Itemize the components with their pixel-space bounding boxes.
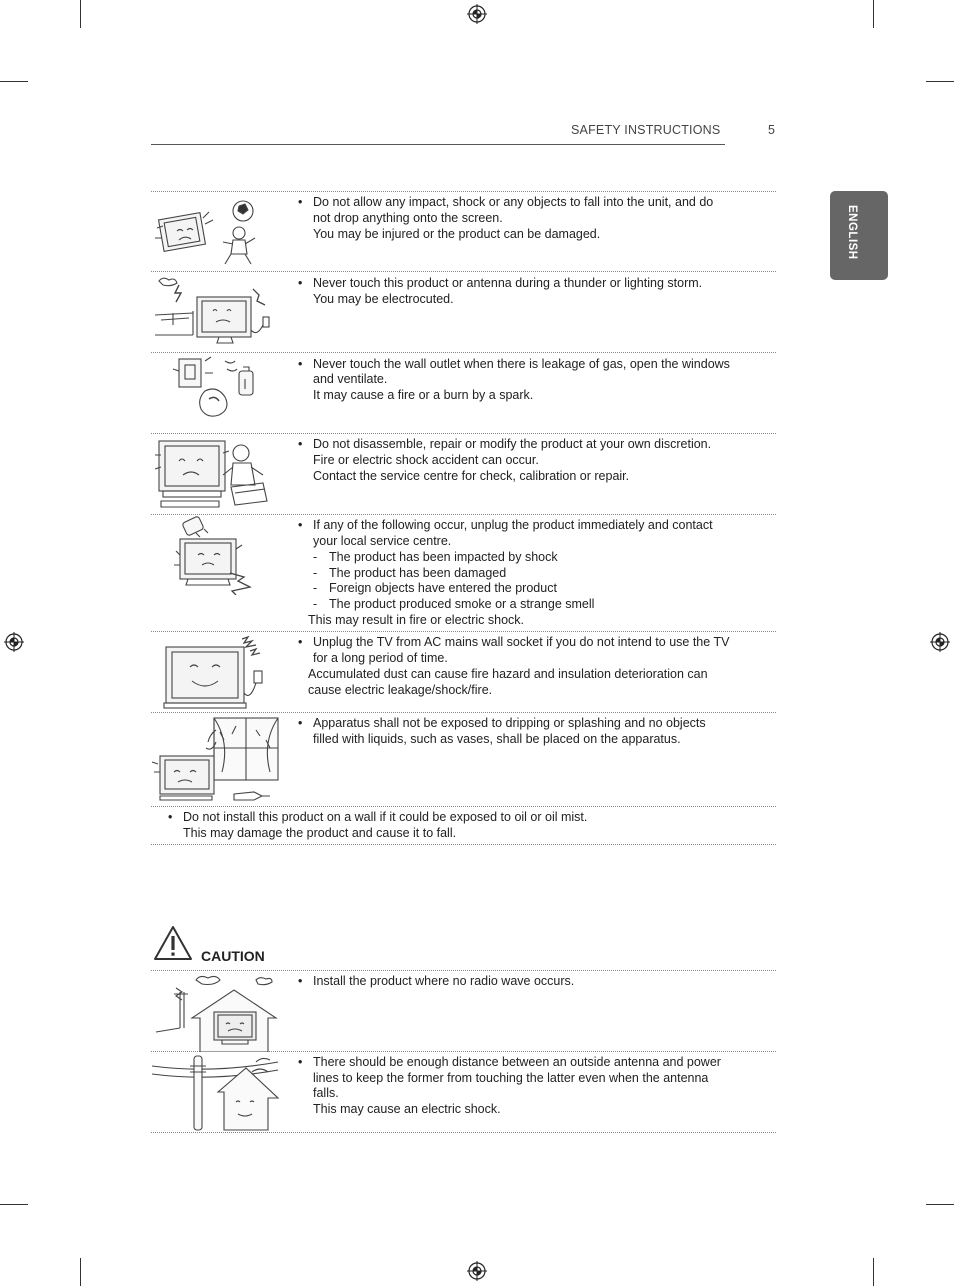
antenna-powerline-illustration: [152, 1052, 282, 1132]
bullet: •: [298, 276, 303, 290]
warning-impact-heading: Do not allow any impact, shock or any objects to fall into the unit, and do: [313, 195, 714, 209]
divider: [151, 433, 776, 434]
warning-unplug-line: your local service centre.: [313, 534, 452, 548]
caution-radio-heading: Install the product where no radio wave occurs.: [313, 974, 575, 988]
warning-triangle-icon: [152, 924, 194, 962]
splashing-illustration: [150, 712, 282, 806]
divider: [151, 191, 776, 192]
bullet: •: [298, 1055, 303, 1069]
caution-heading: CAUTION: [201, 948, 265, 964]
crop-mark: [926, 81, 954, 82]
warning-gas-heading: Never touch the wall outlet when there is leakage of gas, open the windows: [313, 357, 730, 371]
bullet: •: [298, 195, 303, 209]
warning-disassemble-line: Fire or electric shock accident can occur.: [313, 453, 539, 467]
caution-antenna-line: This may cause an electric shock.: [313, 1102, 501, 1116]
divider: [151, 806, 776, 807]
divider: [151, 352, 776, 353]
page-number: 5: [768, 123, 775, 137]
divider: [151, 844, 776, 845]
registration-mark-icon: [467, 4, 487, 24]
warning-storm-line: You may be electrocuted.: [313, 292, 454, 306]
warning-unplug-subitem: The product produced smoke or a strange smell: [329, 597, 595, 611]
crop-mark: [0, 1204, 28, 1205]
warning-splash-line: filled with liquids, such as vases, shall be placed on the apparatus.: [313, 732, 681, 746]
dash: -: [313, 566, 318, 580]
caution-antenna-line: falls.: [313, 1086, 339, 1100]
bullet: •: [298, 635, 303, 649]
dash: -: [313, 597, 318, 611]
bullet: •: [298, 518, 303, 532]
impact-illustration: [153, 198, 268, 268]
divider: [151, 1132, 776, 1133]
divider: [151, 970, 776, 971]
header-rule: [151, 144, 725, 145]
warning-unplug-subitem: The product has been impacted by shock: [329, 550, 558, 564]
warning-oil-heading: Do not install this product on a wall if it could be exposed to oil or oil mist.: [183, 810, 588, 824]
warning-storm-heading: Never touch this product or antenna during a thunder or lighting storm.: [313, 276, 703, 290]
warning-unplug-subitem: Foreign objects have entered the product: [329, 581, 557, 595]
thunderstorm-illustration: [153, 275, 273, 347]
warning-oil-line: This may damage the product and cause it to fall.: [183, 826, 457, 840]
warning-disassemble-heading: Do not disassemble, repair or modify the product at your own discretion.: [313, 437, 712, 451]
crop-mark: [80, 0, 81, 28]
bullet: •: [298, 357, 303, 371]
registration-mark-icon: [4, 632, 24, 652]
warning-impact-line: You may be injured or the product can be damaged.: [313, 227, 601, 241]
dash: -: [313, 550, 318, 564]
divider: [151, 271, 776, 272]
gas-leak-illustration: [165, 355, 265, 427]
warning-impact-line: not drop anything onto the screen.: [313, 211, 503, 225]
disassemble-illustration: [153, 435, 273, 513]
unplug-shock-illustration: [170, 515, 270, 595]
bullet: •: [298, 974, 303, 988]
bullet: •: [298, 437, 303, 451]
warning-dust-line: for a long period of time.: [313, 651, 448, 665]
caution-antenna-heading: There should be enough distance between an outside antenna and power: [313, 1055, 721, 1069]
warning-gas-line: It may cause a fire or a burn by a spark.: [313, 388, 534, 402]
crop-mark: [926, 1204, 954, 1205]
dash: -: [313, 581, 318, 595]
crop-mark: [0, 81, 28, 82]
warning-unplug-heading: If any of the following occur, unplug the product immediately and contact: [313, 518, 713, 532]
dust-plug-illustration: [160, 633, 272, 709]
language-tab-label: ENGLISH: [846, 205, 858, 260]
crop-mark: [80, 1258, 81, 1286]
warning-dust-after: Accumulated dust can cause fire hazard and insulation deterioration can: [308, 667, 708, 681]
warning-splash-heading: Apparatus shall not be exposed to dripping or splashing and no objects: [313, 716, 706, 730]
language-tab: [830, 191, 888, 280]
bullet: •: [168, 810, 173, 824]
warning-dust-after: cause electric leakage/shock/fire.: [308, 683, 493, 697]
warning-unplug-subitem: The product has been damaged: [329, 566, 507, 580]
warning-gas-line: and ventilate.: [313, 372, 388, 386]
section-title: SAFETY INSTRUCTIONS: [571, 123, 721, 137]
caution-antenna-line: lines to keep the former from touching the latter even when the antenna: [313, 1071, 709, 1085]
crop-mark: [873, 1258, 874, 1286]
warning-dust-heading: Unplug the TV from AC mains wall socket if you do not intend to use the TV: [313, 635, 730, 649]
radio-wave-house-illustration: [152, 972, 282, 1052]
registration-mark-icon: [930, 632, 950, 652]
divider: [151, 631, 776, 632]
warning-disassemble-line: Contact the service centre for check, calibration or repair.: [313, 469, 630, 483]
bullet: •: [298, 716, 303, 730]
warning-unplug-after: This may result in fire or electric shock.: [308, 613, 525, 627]
crop-mark: [873, 0, 874, 28]
registration-mark-icon: [467, 1261, 487, 1281]
